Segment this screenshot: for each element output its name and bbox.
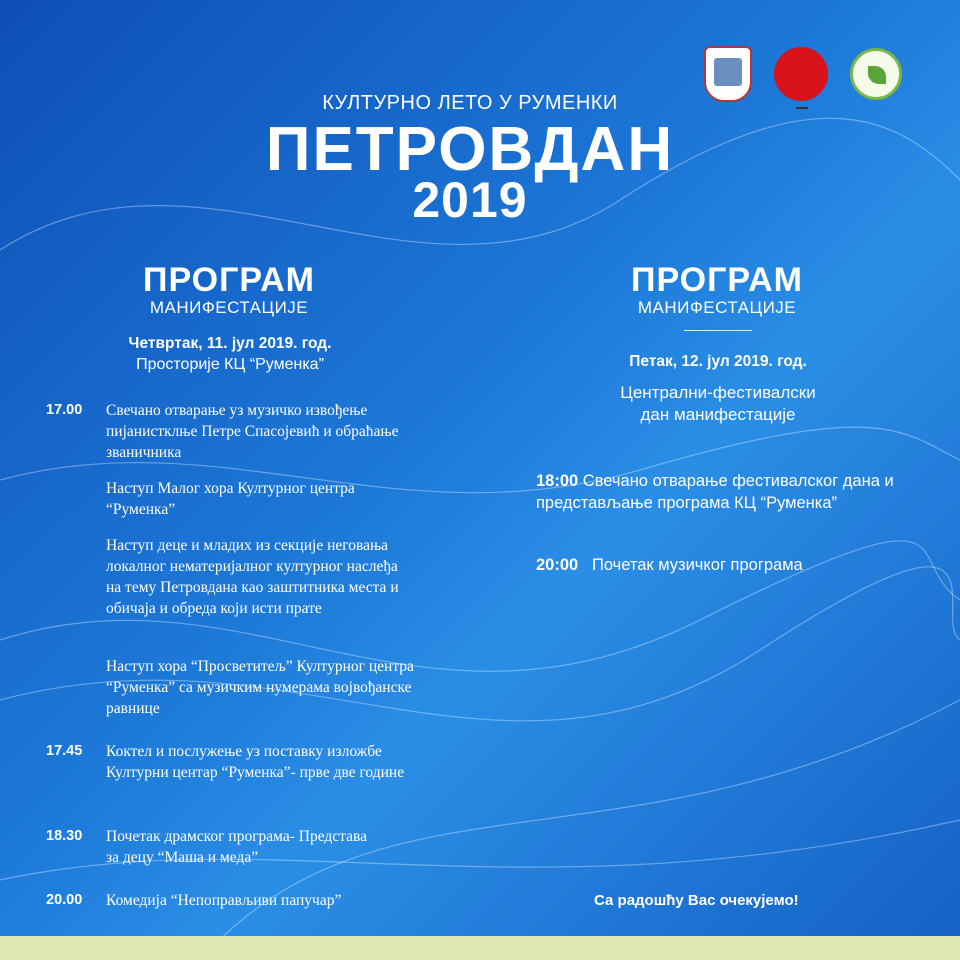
schedule-text: Наступ Малог хора Културног центра “Руменка” [106, 480, 355, 518]
program-heading: ПРОГРАМ [143, 261, 315, 299]
schedule-text: Свечано отварање фестивалског дана и представљање програма КЦ “Руменка” [536, 472, 894, 512]
right-program-heading [606, 262, 828, 318]
program-heading: ПРОГРАМ [631, 261, 803, 299]
schedule-item [536, 554, 936, 576]
schedule-time: 18:00 [536, 472, 579, 490]
schedule-time: 18.30 [46, 828, 83, 844]
left-program-heading [118, 262, 340, 318]
bottom-strip [0, 936, 960, 960]
day-date: Петак, 12. јул 2019. год. [629, 353, 807, 370]
closing-message: Са радошћу Вас очекујемо! [594, 892, 799, 909]
right-day-info [580, 352, 856, 426]
schedule-time: 17.45 [46, 743, 83, 759]
event-subtitle: КУЛТУРНО ЛЕТО У РУМЕНКИ [322, 92, 618, 114]
program-subheading: МАНИФЕСТАЦИЈЕ [637, 298, 797, 317]
schedule-time: 20.00 [46, 892, 83, 908]
event-title: ПЕТРОВДАН [265, 115, 675, 184]
schedule-text: Почетак музичког програма [591, 556, 803, 574]
schedule-text: Наступ хора “Просветитељ” Културног центра “Руменка” са музичким нумерама војвођанске равнице [106, 658, 414, 717]
schedule-item [536, 470, 916, 514]
left-day-info [90, 334, 370, 375]
schedule-text: Наступ деце и младих из секције неговања локалног нематеријалног културног наслеђа на тему Петровдана као заштитника места и обичаја и обреда који исти прате [106, 537, 399, 617]
event-year: 2019 [412, 172, 528, 228]
day-date: Четвртак, 11. јул 2019. год. [128, 335, 332, 352]
schedule-text: Свечано отварање уз музичко извођење пијанистклње Петре Спасојевић и обраћање званичника [106, 402, 399, 461]
schedule-text: Почетак драмског програма- Представа за децу “Маша и меда” [106, 828, 368, 866]
schedule-text: Коктел и послужење уз поставку изложбе Културни центар “Руменка”- прве две године [106, 743, 405, 781]
divider-line [684, 330, 752, 331]
schedule-time: 17.00 [46, 402, 83, 418]
day-place: Централни-фестивалски дан манифестације [620, 383, 816, 424]
schedule-text: Комедија “Непоправљиви папучар” [106, 892, 342, 909]
program-subheading: МАНИФЕСТАЦИЈЕ [149, 298, 309, 317]
day-place: Просторије КЦ “Руменка” [136, 356, 324, 373]
schedule-time: 20:00 [536, 556, 579, 574]
